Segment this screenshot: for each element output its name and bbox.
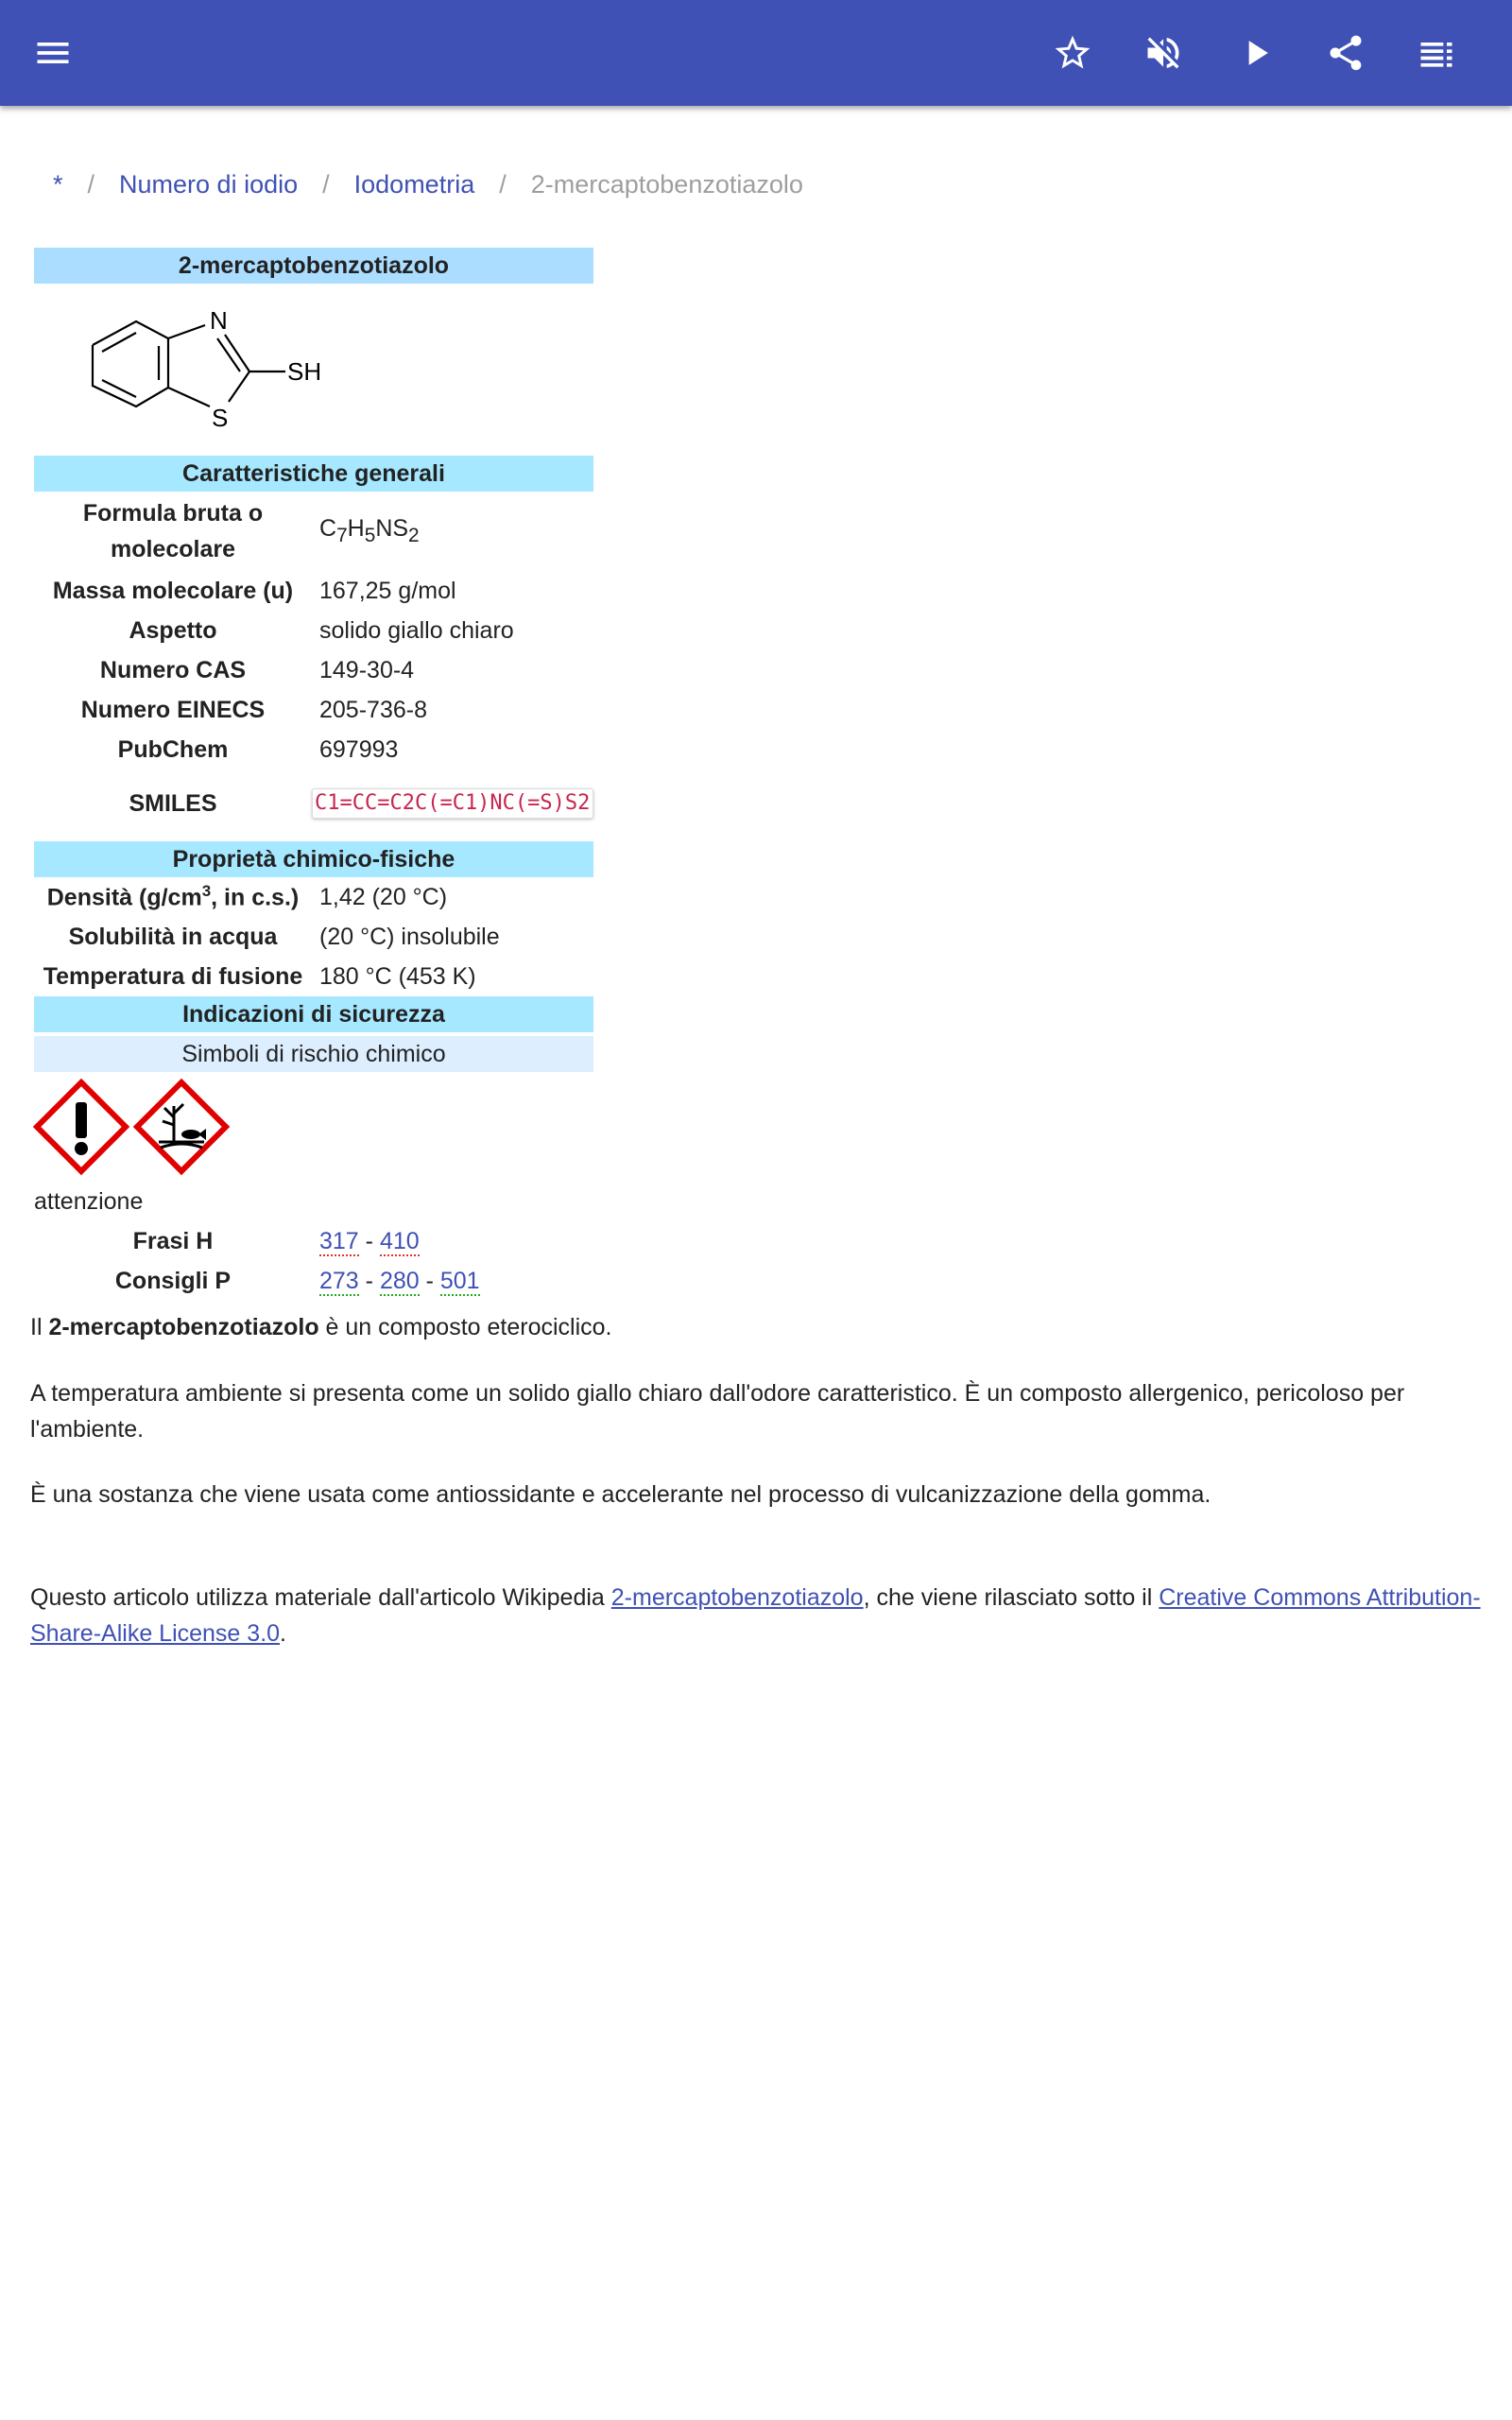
solubility-value: (20 °C) insolubile bbox=[319, 923, 500, 950]
row-h-phrases bbox=[34, 1221, 593, 1261]
pubchem-value: 697993 bbox=[319, 735, 399, 763]
ghs-exclamation-icon bbox=[34, 1080, 129, 1174]
appearance-value: solido giallo chiaro bbox=[319, 616, 514, 644]
star-icon[interactable] bbox=[1044, 25, 1101, 81]
einecs-value: 205-736-8 bbox=[319, 696, 427, 723]
smiles-value[interactable]: C1=CC=C2C(=C1)NC(=S)S2 bbox=[312, 788, 593, 819]
row-einecs bbox=[34, 690, 593, 730]
row-mass bbox=[34, 571, 593, 611]
mass-label: Massa molecolare (u) bbox=[52, 577, 294, 604]
article-intro: Il 2-mercaptobenzotiazolo è un composto eterociclico. bbox=[30, 1314, 612, 1340]
article-subject: 2-mercaptobenzotiazolo bbox=[48, 1314, 319, 1340]
breadcrumb-current: 2-mercaptobenzotiazolo bbox=[530, 170, 803, 199]
formula-label: Formula bruta o bbox=[82, 500, 264, 527]
p-phrases-label: Consigli P bbox=[114, 1267, 232, 1294]
formula-value: $C_7H_5NS_2$ bbox=[319, 515, 420, 546]
breadcrumb-home[interactable]: * bbox=[53, 170, 63, 199]
section-physchem-heading: Proprietà chimico-fisiche bbox=[34, 841, 593, 877]
section-safety-heading: Indicazioni di sicurezza bbox=[34, 996, 593, 1032]
list-icon[interactable] bbox=[1408, 25, 1465, 81]
breadcrumb-separator: / bbox=[87, 170, 95, 199]
p-phrases-value: 273 - 280 - 501 bbox=[319, 1267, 480, 1294]
breadcrumb-item-iodometria[interactable]: Iodometria bbox=[353, 170, 475, 199]
cas-value: 149-30-4 bbox=[319, 656, 415, 683]
volume-off-icon[interactable] bbox=[1135, 25, 1192, 81]
section-general-heading: Caratteristiche generali bbox=[34, 456, 593, 492]
row-smiles bbox=[34, 769, 593, 838]
atom-n-label: N bbox=[210, 306, 228, 335]
h-phrase-link[interactable]: 410 bbox=[379, 1227, 420, 1254]
h-phrases-value: 317 - 410 bbox=[319, 1227, 420, 1254]
p-phrase-link[interactable]: 501 bbox=[439, 1267, 480, 1294]
license-link[interactable]: Creative Commons Attribution-Share-Alike License 3.0 bbox=[30, 1584, 1481, 1647]
breadcrumb-separator: / bbox=[322, 170, 330, 199]
row-density bbox=[34, 877, 593, 917]
row-solubility bbox=[34, 917, 593, 957]
infobox-title: 2-mercaptobenzotiazolo bbox=[34, 248, 593, 284]
breadcrumb bbox=[53, 170, 803, 199]
row-pubchem bbox=[34, 730, 593, 769]
structure-diagram bbox=[34, 284, 593, 456]
signal-word: attenzione bbox=[34, 1188, 144, 1215]
atom-s-label: S bbox=[212, 404, 229, 432]
h-phrase-link[interactable]: 317 bbox=[319, 1227, 359, 1254]
mass-value: 167,25 g/mol bbox=[319, 577, 456, 604]
row-p-phrases bbox=[34, 1261, 593, 1301]
density-value: 1,42 (20 °C) bbox=[319, 883, 448, 910]
row-formula bbox=[34, 492, 593, 571]
group-sh-label: SH bbox=[287, 357, 322, 386]
einecs-label: Numero EINECS bbox=[80, 696, 266, 723]
row-cas bbox=[34, 650, 593, 690]
pictograms bbox=[34, 1072, 593, 1182]
formula-label-cont: molecolare bbox=[110, 536, 235, 562]
h-phrases-label: Frasi H bbox=[132, 1227, 214, 1254]
wikipedia-article-link[interactable]: 2-mercaptobenzotiazolo bbox=[610, 1584, 864, 1611]
play-icon[interactable] bbox=[1228, 25, 1284, 81]
smiles-label: SMILES bbox=[129, 789, 217, 817]
article-attribution: Questo articolo utilizza materiale dall'articolo Wikipedia 2-mercaptobenzotiazolo, che viene rilasciato sotto il Creative Commons Attribution-Share-Alike License 3.0. bbox=[30, 1584, 1481, 1647]
melting-label: Temperatura di fusione bbox=[43, 962, 303, 990]
article-paragraph-2: A temperatura ambiente si presenta come un solido giallo chiaro dall'odore caratteristico. È un composto allergenico, pericoloso per l'ambiente. bbox=[30, 1380, 1405, 1443]
app-bar bbox=[0, 0, 1512, 106]
p-phrase-link[interactable]: 280 bbox=[379, 1267, 420, 1294]
breadcrumb-item-numero-di-iodio[interactable]: Numero di iodio bbox=[119, 170, 299, 199]
density-label: Densità ($g/cm^3$, in c.s.) bbox=[46, 882, 300, 911]
menu-icon[interactable] bbox=[25, 25, 81, 81]
appearance-label: Aspetto bbox=[129, 616, 217, 644]
cas-label: Numero CAS bbox=[99, 656, 247, 683]
ghs-environment-icon bbox=[134, 1080, 229, 1174]
pubchem-label: PubChem bbox=[117, 735, 229, 763]
share-icon[interactable] bbox=[1317, 25, 1374, 81]
p-phrase-link[interactable]: 273 bbox=[319, 1267, 359, 1294]
melting-value: 180 °C (453 K) bbox=[319, 962, 476, 990]
molecule-structure bbox=[34, 284, 322, 456]
solubility-label: Solubilità in acqua bbox=[68, 923, 278, 950]
article-paragraph-3: È una sostanza che viene usata come antiossidante e accelerante nel processo di vulcanizzazione della gomma. bbox=[30, 1481, 1211, 1508]
breadcrumb-separator: / bbox=[499, 170, 507, 199]
infobox bbox=[34, 248, 593, 1301]
symbols-heading: Simboli di rischio chimico bbox=[34, 1036, 593, 1072]
row-melting bbox=[34, 957, 593, 996]
row-appearance bbox=[34, 611, 593, 650]
